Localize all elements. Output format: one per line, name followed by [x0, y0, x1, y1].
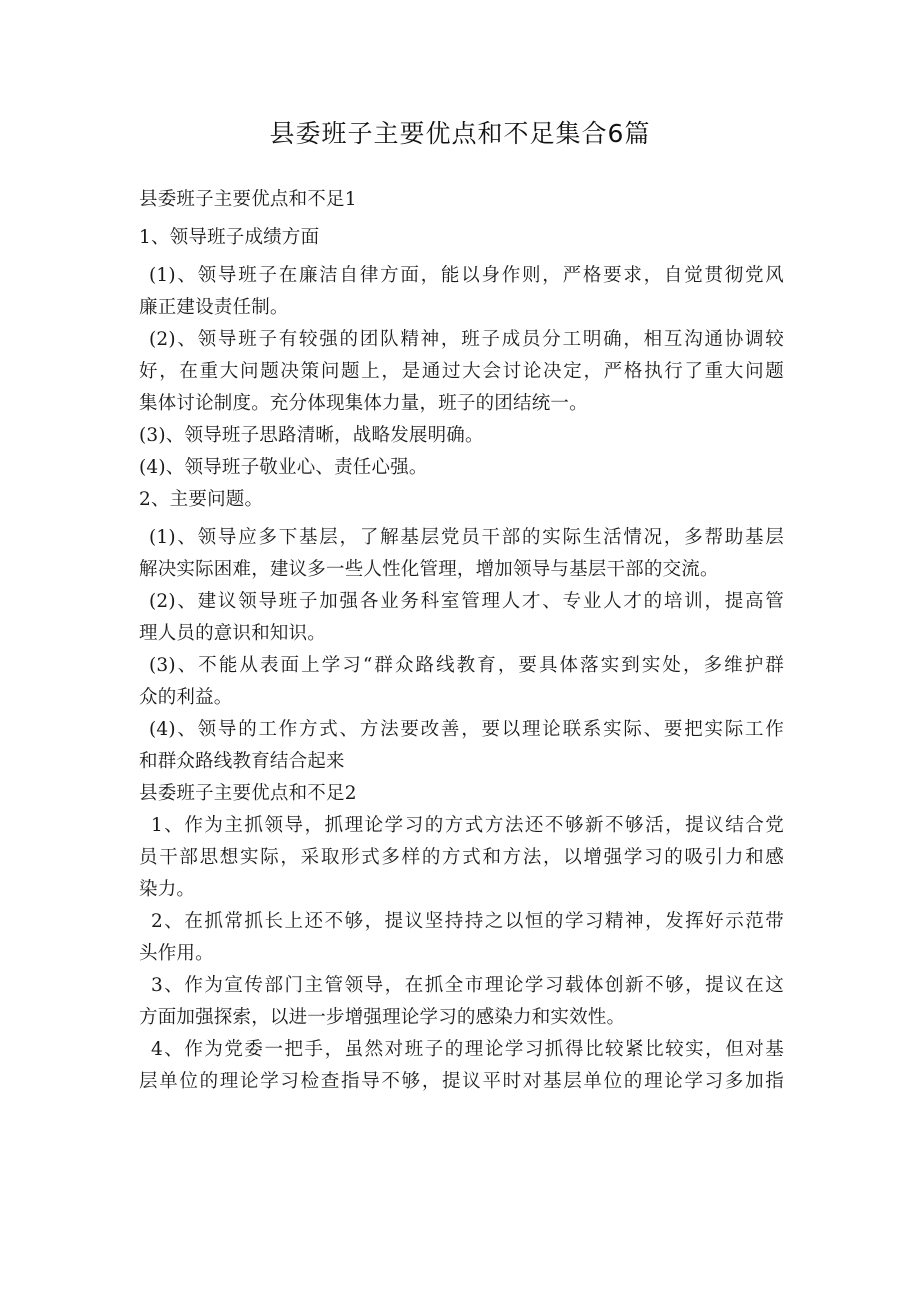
paragraph-line: (4)、领导的工作方式、方法要改善，要以理论联系实际、要把实际工作	[149, 719, 784, 740]
subsection-heading: 1、领导班子成绩方面	[139, 227, 320, 248]
paragraph-line: 1、作为主抓领导，抓理论学习的方式方法还不够新不够活，提议结合党	[151, 815, 784, 836]
paragraph-line: 解决实际困难，建议多一些人性化管理，增加领导与基层干部的交流。	[139, 559, 719, 580]
paragraph-line: 头作用。	[139, 943, 214, 964]
section-heading: 县委班子主要优点和不足2	[139, 783, 357, 804]
paragraph-line: 染力。	[139, 879, 196, 900]
document-title: 县委班子主要优点和不足集合6篇	[269, 119, 651, 148]
paragraph-line: 理人员的意识和知识。	[139, 623, 327, 644]
paragraph-line: 好，在重大问题决策问题上，是通过大会讨论决定，严格执行了重大问题	[139, 361, 784, 382]
section-heading: 县委班子主要优点和不足1	[139, 189, 357, 210]
document-body	[139, 184, 784, 1098]
paragraph-line: (2)、建议领导班子加强各业务科室管理人才、专业人才的培训，提高管	[149, 591, 784, 612]
paragraph-line: 廉正建设责任制。	[139, 297, 289, 318]
paragraph-line: (1)、领导班子在廉洁自律方面，能以身作则，严格要求，自觉贯彻党风	[149, 265, 784, 286]
paragraph-line: 集体讨论制度。充分体现集体力量，班子的团结统一。	[139, 393, 588, 414]
paragraph-line: 层单位的理论学习检查指导不够，提议平时对基层单位的理论学习多加指	[139, 1071, 784, 1092]
subsection-heading: 2、主要问题。	[139, 489, 264, 510]
paragraph-line: 3、作为宣传部门主管领导，在抓全市理论学习载体创新不够，提议在这	[151, 975, 784, 996]
paragraph-line: 众的利益。	[139, 687, 233, 708]
paragraph-line: (1)、领导应多下基层，了解基层党员干部的实际生活情况，多帮助基层	[149, 527, 784, 548]
paragraph-line: (3)、领导班子思路清晰，战略发展明确。	[139, 425, 484, 446]
paragraph-line: 4、作为党委一把手，虽然对班子的理论学习抓得比较紧比较实，但对基	[151, 1039, 784, 1060]
paragraph-line: (3)、不能从表面上学习“群众路线教育，要具体落实到实处，多维护群	[149, 655, 784, 676]
paragraph-line: 员干部思想实际，采取形式多样的方式和方法，以增强学习的吸引力和感	[139, 847, 784, 868]
paragraph-line: 和群众路线教育结合起来	[139, 751, 345, 772]
paragraph-line: (4)、领导班子敬业心、责任心强。	[139, 457, 428, 478]
paragraph-line: 2、在抓常抓长上还不够，提议坚持持之以恒的学习精神，发挥好示范带	[151, 911, 784, 932]
paragraph-line: 方面加强探索，以进一步增强理论学习的感染力和实效性。	[139, 1007, 626, 1028]
paragraph-line: (2)、领导班子有较强的团队精神，班子成员分工明确，相互沟通协调较	[149, 329, 784, 350]
